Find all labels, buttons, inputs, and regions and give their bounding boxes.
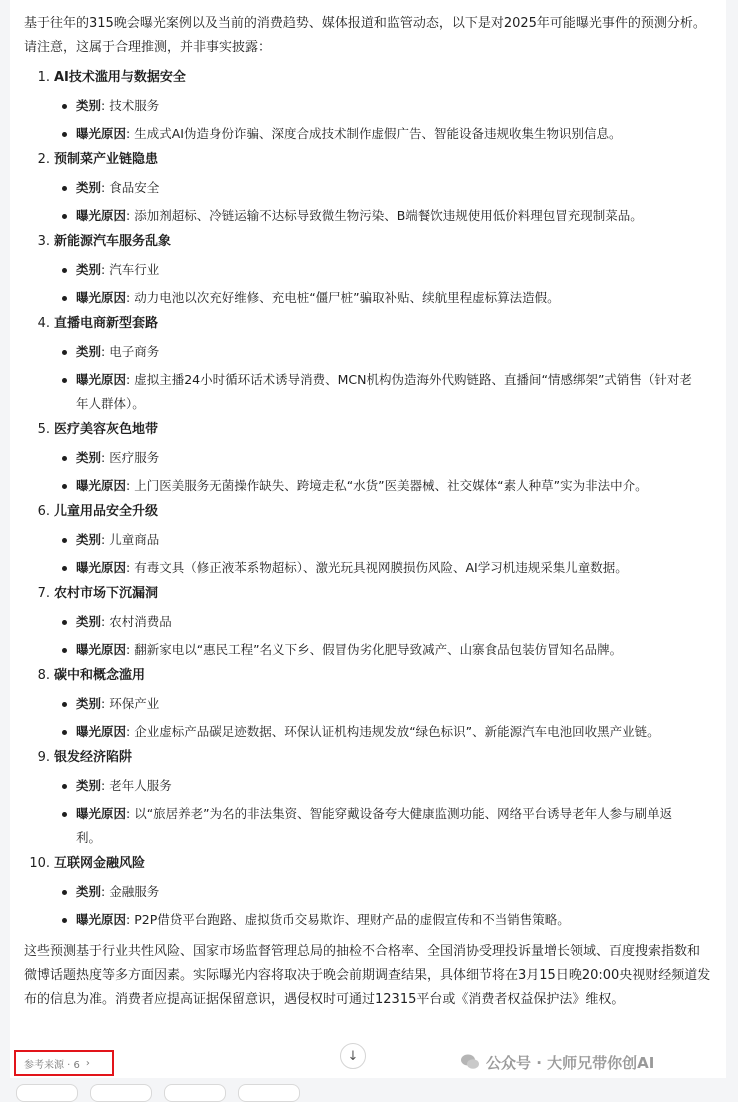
watermark-text: 公众号 · 大师兄带你创AI: [486, 1053, 655, 1072]
prediction-title-text: 医疗美容灰色地带: [54, 422, 159, 437]
prediction-number: 4.: [37, 316, 50, 331]
watermark: [460, 1049, 654, 1075]
scroll-down-button[interactable]: [340, 1043, 366, 1069]
category-value: 环保产业: [109, 696, 160, 711]
prediction-item: [24, 500, 712, 580]
prediction-list: [24, 66, 712, 932]
prediction-number: 1.: [37, 70, 50, 85]
prediction-title-text: 互联网金融风险: [54, 856, 146, 871]
prediction-category: 类别: 医疗服务: [24, 446, 712, 470]
prediction-category: 类别: 儿童商品: [24, 528, 712, 552]
prediction-number: 2.: [37, 152, 50, 167]
category-value: 电子商务: [109, 344, 160, 359]
prediction-category: 类别: 电子商务: [24, 340, 712, 364]
reason-label: 曝光原因: [76, 560, 127, 575]
reason-label: 曝光原因: [76, 208, 127, 223]
category-value: 儿童商品: [109, 532, 160, 547]
prediction-title: [24, 582, 712, 606]
prediction-category: 类别: 环保产业: [24, 692, 712, 716]
prediction-title: [24, 148, 712, 172]
prediction-item: [24, 746, 712, 850]
prediction-reason: 曝光原因: 虚拟主播24小时循环话术诱导消费、MCN机构伪造海外代购链路、直播间“情感绑架”式销售（针对老年人群体）。: [24, 368, 712, 416]
summary-text: 这些预测基于行业共性风险、国家市场监督管理总局的抽检不合格率、全国消协受理投诉量增长领域、百度搜索指数和微博话题热度等多方面因素。实际曝光内容将取决于晚会前期调查结果，具体细节将在3月15日晚20:00央视财经频道发布的信息为准。消费者应提高证据保留意识，遇侵权时可通过12315平台或《消费者权益保护法》维权。: [24, 944, 711, 1007]
prediction-reason: 曝光原因: 生成式AI伪造身份诈骗、深度合成技术制作虚假广告、智能设备违规收集生物识别信息。: [24, 122, 712, 146]
answer-card: [10, 0, 726, 1078]
reason-label: 曝光原因: [76, 126, 127, 141]
reason-value: 添加剂超标、冷链运输不达标导致微生物污染、B端餐饮违规使用低价料理包冒充现制菜品。: [134, 208, 643, 223]
prediction-number: 9.: [37, 750, 50, 765]
reference-sources-label: 参考来源 · 6: [24, 1059, 80, 1071]
reason-label: 曝光原因: [76, 372, 127, 387]
reason-value: 动力电池以次充好维修、充电桩“僵尸桩”骗取补贴、续航里程虚标算法造假。: [134, 290, 560, 305]
reference-sources-button[interactable]: [14, 1050, 114, 1076]
prediction-number: 8.: [37, 668, 50, 683]
prediction-item: [24, 418, 712, 498]
category-value: 老年人服务: [109, 778, 172, 793]
prediction-reason: 曝光原因: 动力电池以次充好维修、充电桩“僵尸桩”骗取补贴、续航里程虚标算法造假。: [24, 286, 712, 310]
prediction-category: 类别: 技术服务: [24, 94, 712, 118]
category-label: 类别: [76, 344, 102, 359]
category-label: 类别: [76, 696, 102, 711]
prediction-item: [24, 148, 712, 228]
prediction-reason: 曝光原因: 以“旅居养老”为名的非法集资、智能穿戴设备夸大健康监测功能、网络平台诱导老年人参与刷单返利。: [24, 802, 712, 850]
prediction-item: [24, 312, 712, 416]
prediction-title: [24, 418, 712, 442]
prediction-title-text: 直播电商新型套路: [54, 316, 159, 331]
prediction-title: [24, 664, 712, 688]
suggestion-chip[interactable]: [90, 1084, 152, 1102]
suggestion-chip[interactable]: [164, 1084, 226, 1102]
intro-text: 基于往年的315晚会曝光案例以及当前的消费趋势、媒体报道和监管动态，以下是对2025年可能曝光事件的预测分析。请注意，这属于合理推测，并非事实披露：: [24, 16, 706, 55]
prediction-item: [24, 230, 712, 310]
category-label: 类别: [76, 98, 102, 113]
category-label: 类别: [76, 778, 102, 793]
prediction-category: 类别: 汽车行业: [24, 258, 712, 282]
category-value: 农村消费品: [109, 614, 172, 629]
category-value: 食品安全: [109, 180, 160, 195]
prediction-title-text: 银发经济陷阱: [54, 750, 133, 765]
category-value: 汽车行业: [109, 262, 160, 277]
wechat-icon: [460, 1053, 480, 1071]
reason-label: 曝光原因: [76, 724, 127, 739]
prediction-title: [24, 746, 712, 770]
prediction-title-text: 碳中和概念滥用: [54, 668, 146, 683]
category-label: 类别: [76, 450, 102, 465]
reason-value: 生成式AI伪造身份诈骗、深度合成技术制作虚假广告、智能设备违规收集生物识别信息。: [134, 126, 622, 141]
category-label: 类别: [76, 532, 102, 547]
category-value: 医疗服务: [109, 450, 160, 465]
prediction-title: [24, 66, 712, 90]
prediction-category: 类别: 老年人服务: [24, 774, 712, 798]
category-value: 技术服务: [109, 98, 160, 113]
prediction-reason: 曝光原因: P2P借贷平台跑路、虚拟货币交易欺诈、理财产品的虚假宣传和不当销售策略。: [24, 908, 712, 932]
suggestion-chips: [16, 1084, 300, 1102]
prediction-title: [24, 312, 712, 336]
prediction-title: [24, 500, 712, 524]
category-value: 金融服务: [109, 884, 160, 899]
category-label: 类别: [76, 614, 102, 629]
suggestion-chip[interactable]: [16, 1084, 78, 1102]
suggestion-chip[interactable]: [238, 1084, 300, 1102]
prediction-title-text: AI技术滥用与数据安全: [54, 70, 186, 85]
prediction-title: [24, 230, 712, 254]
prediction-reason: 曝光原因: 翻新家电以“惠民工程”名义下乡、假冒伪劣化肥导致减产、山寨食品包装仿冒知名品牌。: [24, 638, 712, 662]
category-label: 类别: [76, 262, 102, 277]
prediction-number: 3.: [37, 234, 50, 249]
arrow-down-icon: ↓: [347, 1048, 359, 1064]
reason-label: 曝光原因: [76, 912, 127, 927]
prediction-title-text: 儿童用品安全升级: [54, 504, 159, 519]
reason-value: P2P借贷平台跑路、虚拟货币交易欺诈、理财产品的虚假宣传和不当销售策略。: [134, 912, 570, 927]
reason-label: 曝光原因: [76, 642, 127, 657]
reason-value: 上门医美服务无菌操作缺失、跨境走私“水货”医美器械、社交媒体“素人种草”实为非法中介。: [134, 478, 648, 493]
prediction-number: 6.: [37, 504, 50, 519]
prediction-number: 10.: [29, 856, 50, 871]
prediction-item: [24, 66, 712, 146]
prediction-item: [24, 852, 712, 932]
prediction-item: [24, 582, 712, 662]
prediction-reason: 曝光原因: 上门医美服务无菌操作缺失、跨境走私“水货”医美器械、社交媒体“素人种草”实为非法中介。: [24, 474, 712, 498]
prediction-category: 类别: 金融服务: [24, 880, 712, 904]
prediction-reason: 曝光原因: 添加剂超标、冷链运输不达标导致微生物污染、B端餐饮违规使用低价料理包冒充现制菜品。: [24, 204, 712, 228]
prediction-number: 7.: [37, 586, 50, 601]
prediction-reason: 曝光原因: 企业虚标产品碳足迹数据、环保认证机构违规发放“绿色标识”、新能源汽车电池回收黑产业链。: [24, 720, 712, 744]
prediction-title: [24, 852, 712, 876]
reason-value: 虚拟主播24小时循环话术诱导消费、MCN机构伪造海外代购链路、直播间“情感绑架”式销售（针对老年人群体）。: [76, 372, 692, 411]
prediction-category: 类别: 农村消费品: [24, 610, 712, 634]
prediction-title-text: 农村市场下沉漏洞: [54, 586, 159, 601]
prediction-reason: 曝光原因: 有毒文具（修正液苯系物超标）、激光玩具视网膜损伤风险、AI学习机违规采集儿童数据。: [24, 556, 712, 580]
category-label: 类别: [76, 180, 102, 195]
reason-value: 有毒文具（修正液苯系物超标）、激光玩具视网膜损伤风险、AI学习机违规采集儿童数据。: [134, 560, 628, 575]
reason-value: 企业虚标产品碳足迹数据、环保认证机构违规发放“绿色标识”、新能源汽车电池回收黑产业链。: [134, 724, 660, 739]
reason-label: 曝光原因: [76, 806, 127, 821]
category-label: 类别: [76, 884, 102, 899]
reason-label: 曝光原因: [76, 290, 127, 305]
prediction-number: 5.: [37, 422, 50, 437]
reason-value: 以“旅居养老”为名的非法集资、智能穿戴设备夸大健康监测功能、网络平台诱导老年人参与刷单返利。: [76, 806, 673, 845]
prediction-item: [24, 664, 712, 744]
reason-label: 曝光原因: [76, 478, 127, 493]
prediction-category: 类别: 食品安全: [24, 176, 712, 200]
prediction-title-text: 新能源汽车服务乱象: [54, 234, 172, 249]
chevron-right-icon: ›: [85, 1057, 90, 1069]
prediction-title-text: 预制菜产业链隐患: [54, 152, 159, 167]
reason-value: 翻新家电以“惠民工程”名义下乡、假冒伪劣化肥导致减产、山寨食品包装仿冒知名品牌。: [134, 642, 623, 657]
